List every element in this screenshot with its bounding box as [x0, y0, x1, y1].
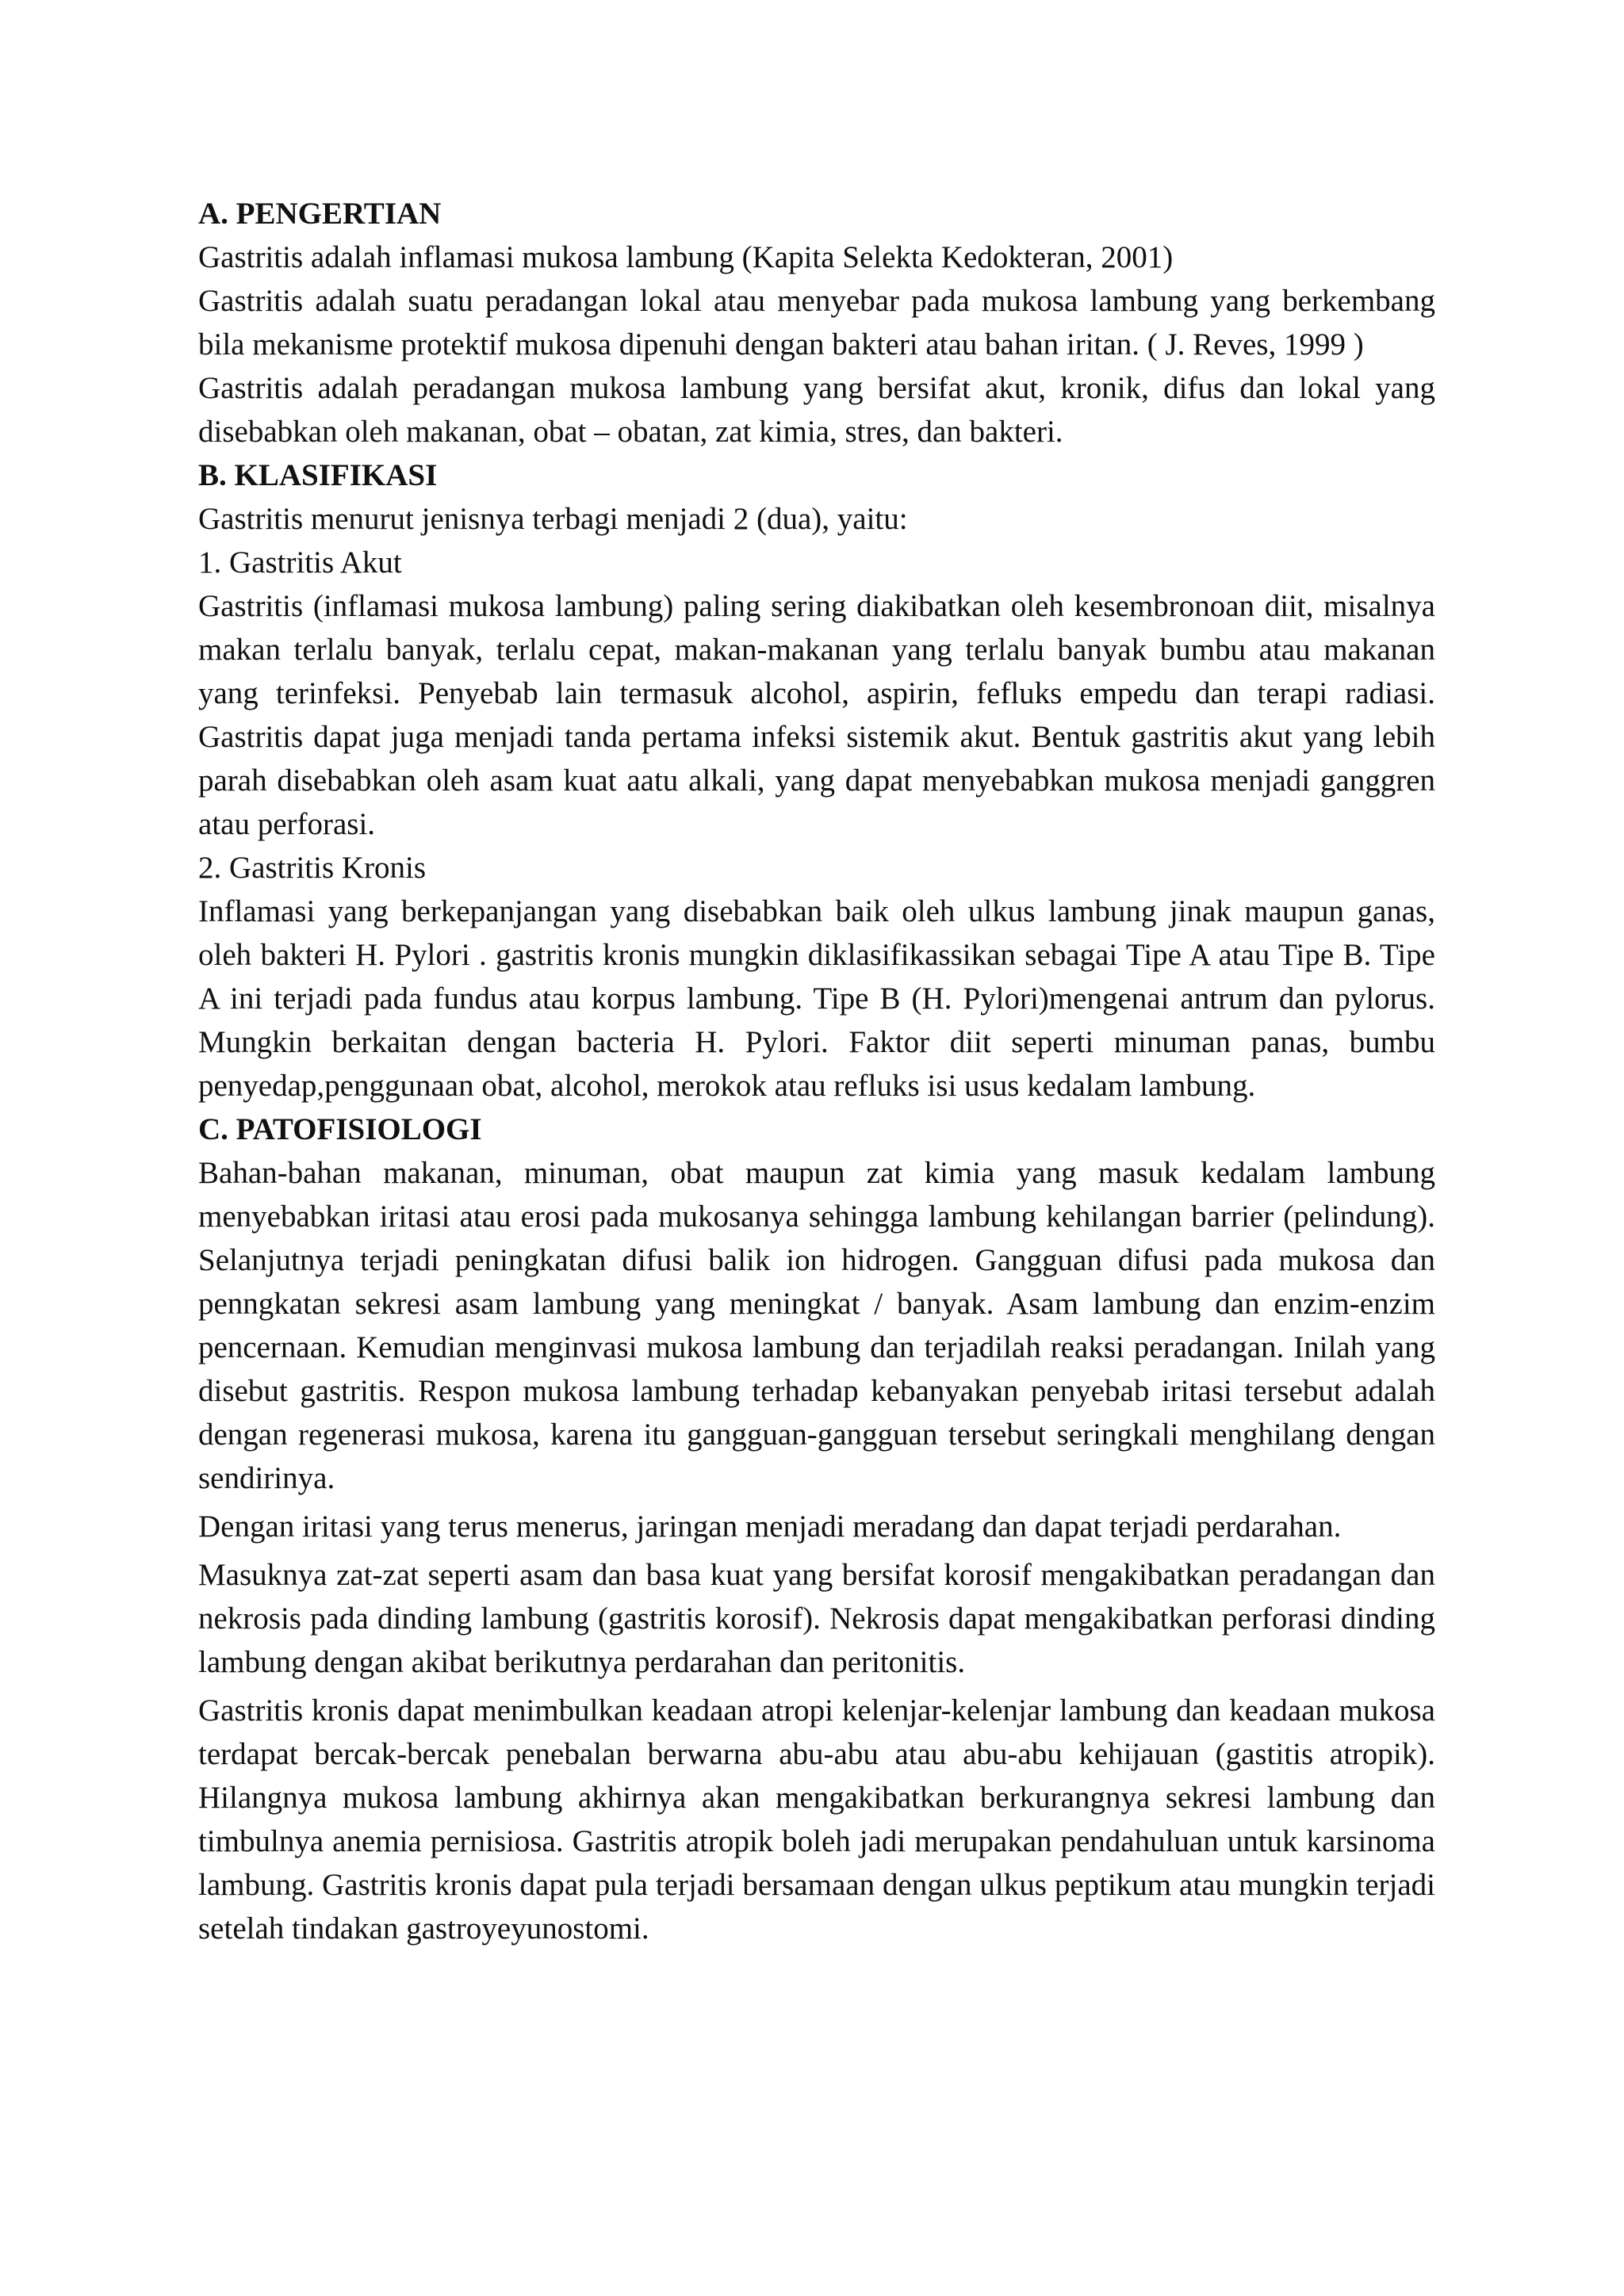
patofisiologi-paragraph-2: Dengan iritasi yang terus menerus, jaringan menjadi meradang dan dapat terjadi perdarahan. — [198, 1510, 1342, 1544]
pengertian-paragraph-1: Gastritis adalah inflamasi mukosa lambung (Kapita Selekta Kedokteran, 2001) — [198, 240, 1174, 274]
klasifikasi-intro: Gastritis menurut jenisnya terbagi menjadi 2 (dua), yaitu: — [198, 502, 908, 536]
klasifikasi-item-kronis-title: 2. Gastritis Kronis — [198, 851, 427, 885]
patofisiologi-paragraph-4: Gastritis kronis dapat menimbulkan keadaan atropi kelenjar-kelenjar lambung dan keadaan mukosa terdapat bercak-bercak penebalan berwarna abu-abu atau abu-abu kehijauan (gastitis atropik). Hilangnya mukosa lambung akhirnya akan mengakibatkan berkurangnya sekresi lambung dan timbulnya anemia pernisiosa. Gastritis atropik boleh jadi merupakan pendahuluan untuk karsinoma lambung. Gastritis kronis dapat pula terjadi bersamaan dengan ulkus peptikum atau mungkin terjadi setelah tindakan gastroyeyunostomi. — [198, 1693, 1435, 1946]
patofisiologi-paragraph-3: Masuknya zat-zat seperti asam dan basa kuat yang bersifat korosif mengakibatkan peradangan dan nekrosis pada dinding lambung (gastritis korosif). Nekrosis dapat mengakibatkan perforasi dinding lambung dengan akibat berikutnya perdarahan dan peritonitis. — [198, 1558, 1435, 1679]
section-heading-patofisiologi: C. PATOFISIOLOGI — [198, 1112, 482, 1146]
section-heading-pengertian: A. PENGERTIAN — [198, 197, 442, 231]
pengertian-paragraph-3: Gastritis adalah peradangan mukosa lambung yang bersifat akut, kronik, difus dan lokal yang disebabkan oleh makanan, obat – obatan, zat kimia, stres, dan bakteri. — [198, 371, 1435, 449]
section-heading-klasifikasi: B. KLASIFIKASI — [198, 458, 438, 492]
pengertian-paragraph-2: Gastritis adalah suatu peradangan lokal atau menyebar pada mukosa lambung yang berkembang bila mekanisme protektif mukosa dipenuhi dengan bakteri atau bahan iritan. ( J. Reves, 1999 ) — [198, 284, 1435, 362]
klasifikasi-item-kronis-text: Inflamasi yang berkepanjangan yang disebabkan baik oleh ulkus lambung jinak maupun ganas, oleh bakteri H. Pylori . gastritis kronis mungkin diklasifikassikan sebagai Tipe A atau Tipe B. Tipe A ini terjadi pada fundus atau korpus lambung. Tipe B (H. Pylori)mengenai antrum dan pylorus. Mungkin berkaitan dengan bacteria H. Pylori. Faktor diit seperti minuman panas, bumbu penyedap,penggunaan obat, alcohol, merokok atau refluks isi usus kedalam lambung. — [198, 894, 1435, 1103]
patofisiologi-paragraph-1: Bahan-bahan makanan, minuman, obat maupun zat kimia yang masuk kedalam lambung menyebabkan iritasi atau erosi pada mukosanya sehingga lambung kehilangan barrier (pelindung). Selanjutnya terjadi peningkatan difusi balik ion hidrogen. Gangguan difusi pada mukosa dan penngkatan sekresi asam lambung yang meningkat / banyak. Asam lambung dan enzim-enzim pencernaan. Kemudian menginvasi mukosa lambung dan terjadilah reaksi peradangan. Inilah yang disebut gastritis. Respon mukosa lambung terhadap kebanyakan penyebab iritasi tersebut adalah dengan regenerasi mukosa, karena itu gangguan-gangguan tersebut seringkali menghilang dengan sendirinya. — [198, 1156, 1435, 1495]
klasifikasi-item-akut-title: 1. Gastritis Akut — [198, 545, 402, 580]
document-body — [198, 192, 1435, 1950]
klasifikasi-item-akut-text: Gastritis (inflamasi mukosa lambung) paling sering diakibatkan oleh kesembronoan diit, misalnya makan terlalu banyak, terlalu cepat, makan-makanan yang terlalu banyak bumbu atau makanan yang terinfeksi. Penyebab lain termasuk alcohol, aspirin, fefluks empedu dan terapi radiasi. Gastritis dapat juga menjadi tanda pertama infeksi sistemik akut. Bentuk gastritis akut yang lebih parah disebabkan oleh asam kuat aatu alkali, yang dapat menyebabkan mukosa menjadi ganggren atau perforasi. — [198, 589, 1435, 841]
